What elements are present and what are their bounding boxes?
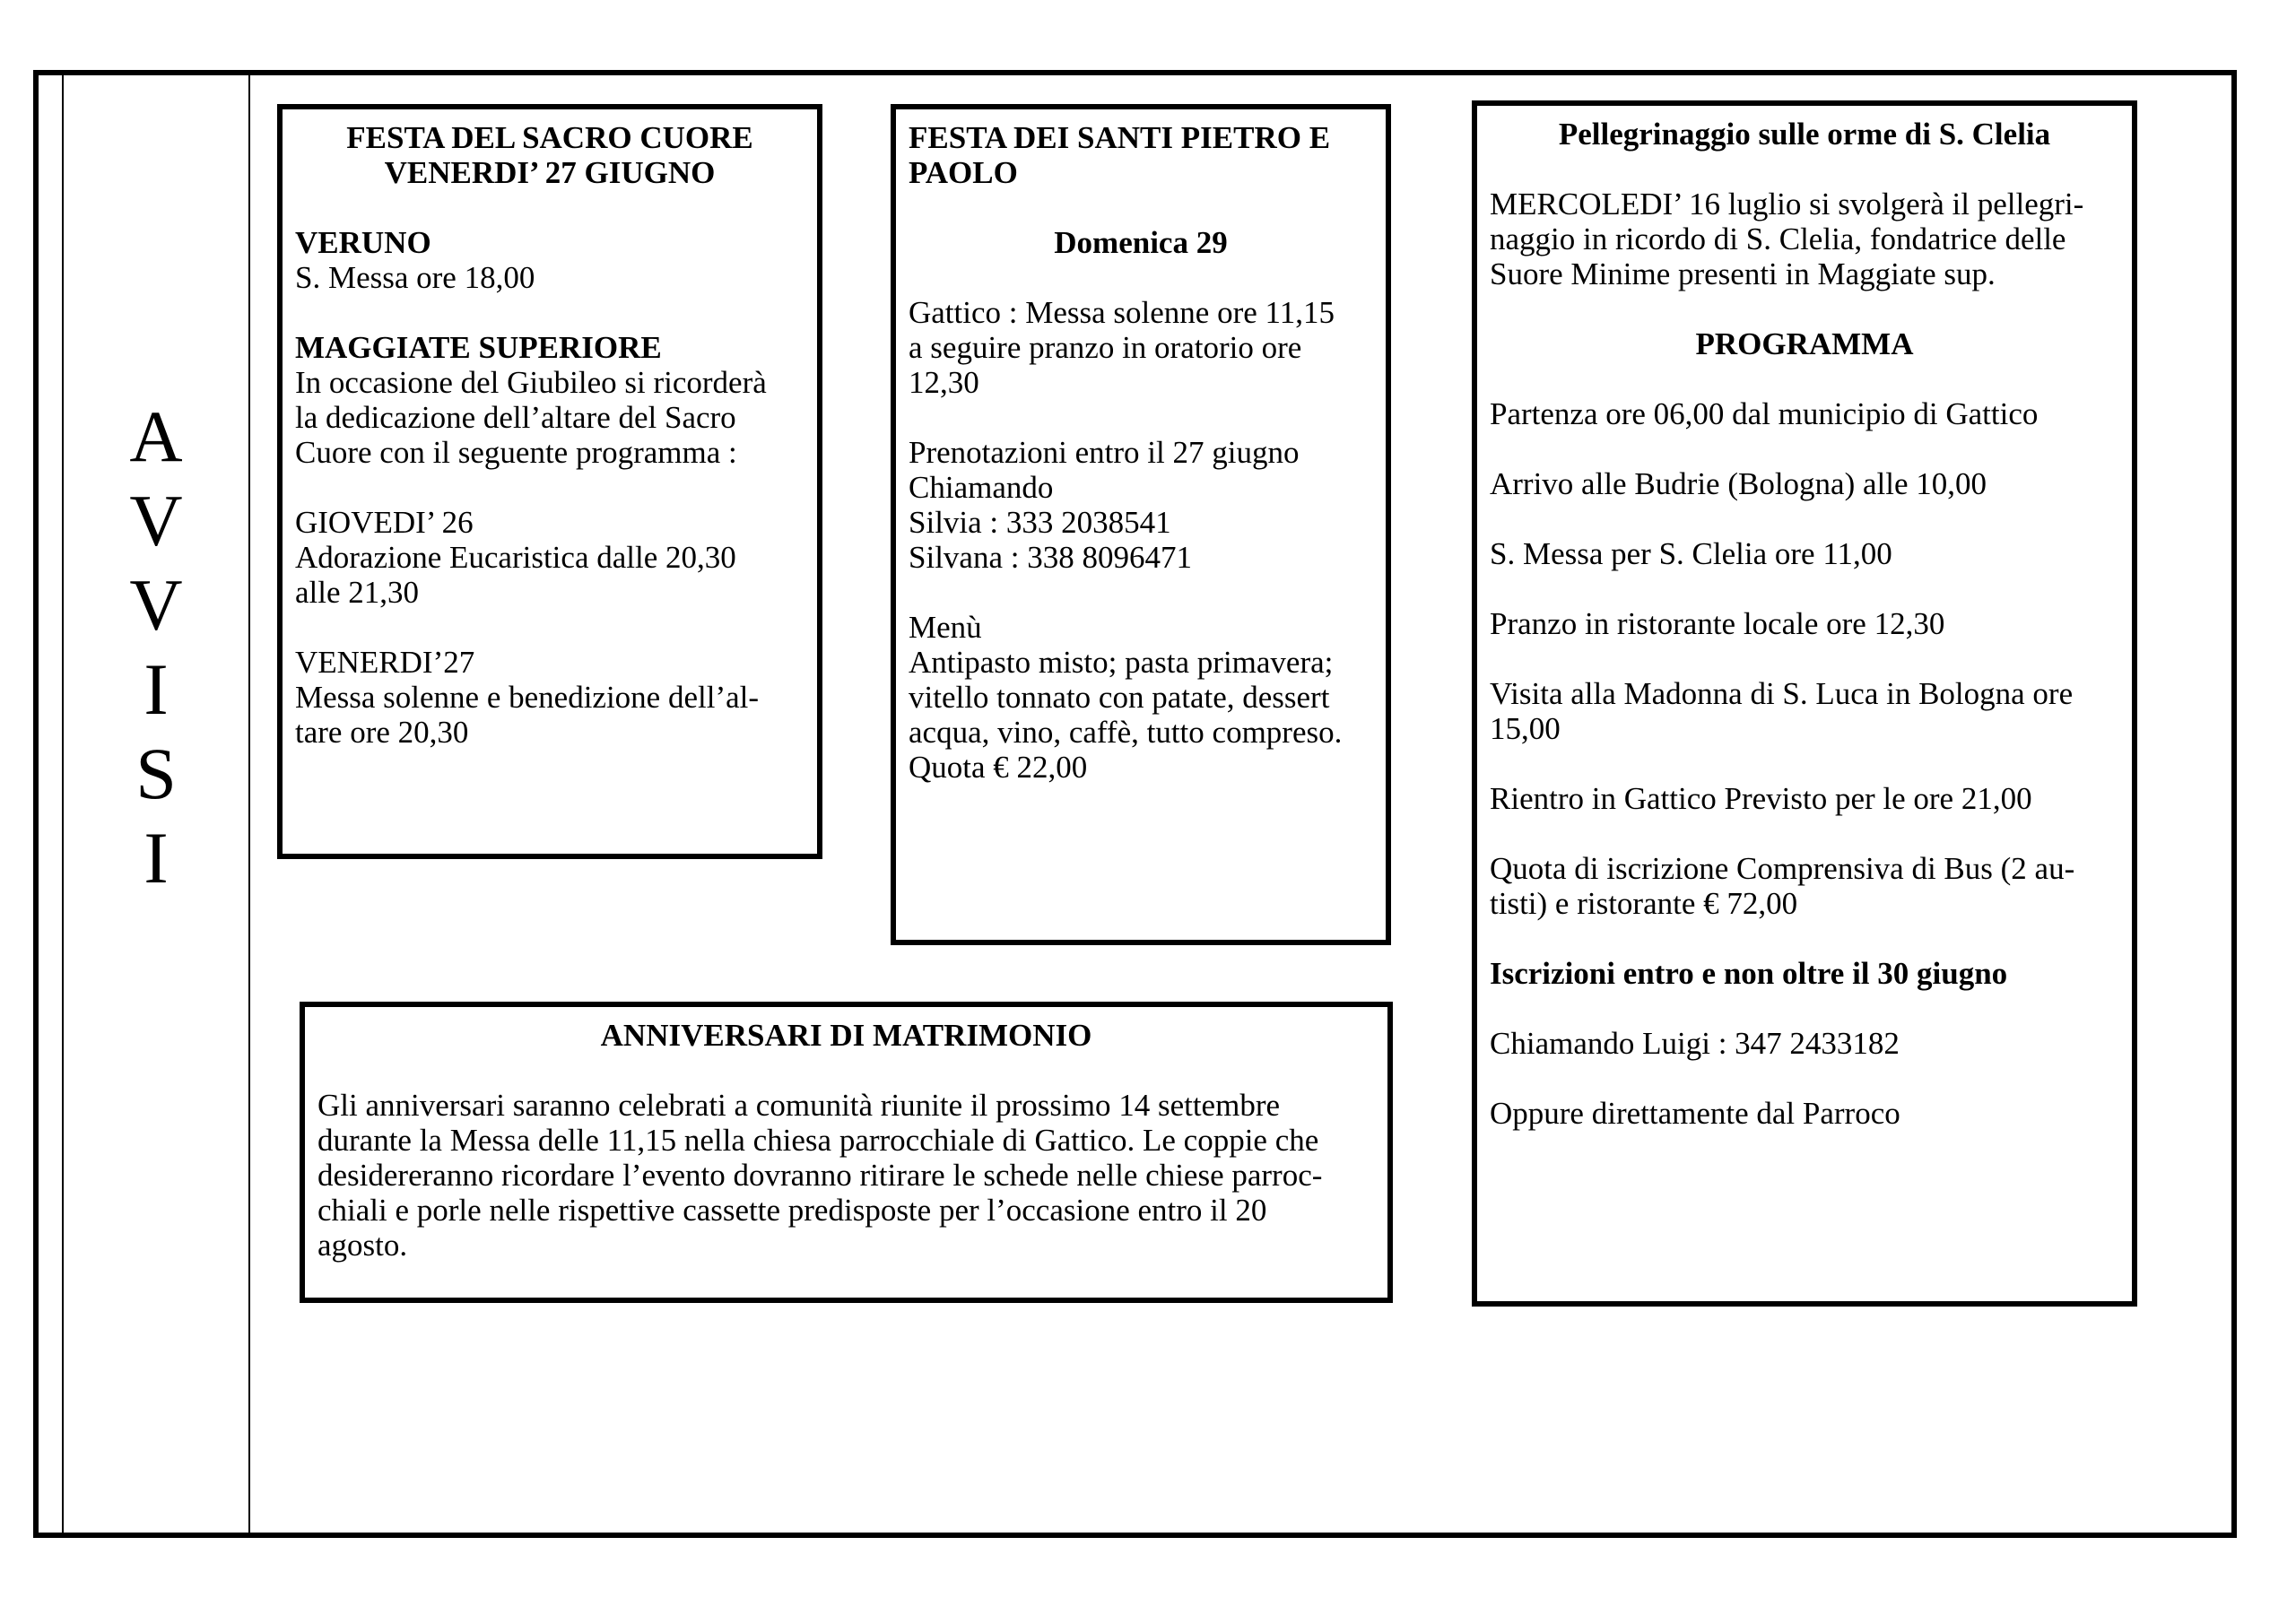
anniversari-line: Gli anniversari saranno celebrati a comunità riunite il prossimo 14 settembre bbox=[317, 1088, 1281, 1123]
giovedi-line: Adorazione Eucaristica dalle 20,30 bbox=[295, 540, 736, 575]
pellegrinaggio-intro-line: MERCOLEDI’ 16 luglio si svolgerà il pellegri- bbox=[1490, 187, 2084, 221]
anniversari-line: agosto. bbox=[317, 1228, 408, 1263]
sidebar-letter: V bbox=[129, 480, 183, 561]
pietro-paolo-title: PAOLO bbox=[909, 155, 1018, 190]
programma-item: Arrivo alle Budrie (Bologna) alle 10,00 bbox=[1490, 466, 1987, 501]
veruno-text: S. Messa ore 18,00 bbox=[295, 260, 535, 295]
sidebar-letter: A bbox=[129, 395, 183, 477]
prenotazioni-line: Prenotazioni entro il 27 giugno bbox=[909, 435, 1300, 470]
anniversari-line: desidereranno ricordare l’evento dovranno ritirare le schede nelle chiese parroc- bbox=[317, 1158, 1323, 1193]
phone-silvana: Silvana : 338 8096471 bbox=[909, 540, 1192, 575]
anniversari-notice bbox=[300, 1002, 1393, 1303]
programma-item: S. Messa per S. Clelia ore 11,00 bbox=[1490, 536, 1892, 571]
sidebar-title-avvisi bbox=[64, 395, 248, 900]
programma-heading: PROGRAMMA bbox=[1695, 326, 1914, 361]
menu-price: Quota € 22,00 bbox=[909, 750, 1088, 785]
programma-item: Rientro in Gattico Previsto per le ore 21,00 bbox=[1490, 781, 2032, 816]
pellegrinaggio-title: Pellegrinaggio sulle orme di S. Clelia bbox=[1558, 117, 2051, 152]
giovedi-heading: GIOVEDI’ 26 bbox=[295, 505, 474, 540]
pellegrinaggio-notice bbox=[1472, 100, 2137, 1307]
pietro-paolo-date: Domenica 29 bbox=[1054, 225, 1228, 260]
programma-item: tisti) e ristorante € 72,00 bbox=[1490, 886, 1798, 921]
contatto-parroco: Oppure direttamente dal Parroco bbox=[1490, 1096, 1900, 1131]
pellegrinaggio-intro-line: naggio in ricordo di S. Clelia, fondatrice delle bbox=[1490, 221, 2066, 256]
venerdi-line: Messa solenne e benedizione dell’al- bbox=[295, 680, 760, 715]
venerdi-line: tare ore 20,30 bbox=[295, 715, 469, 750]
sacro-cuore-date: VENERDI’ 27 GIUGNO bbox=[384, 155, 716, 190]
pietro-paolo-title: FESTA DEI SANTI PIETRO E bbox=[909, 120, 1331, 155]
anniversari-title: ANNIVERSARI DI MATRIMONIO bbox=[600, 1018, 1092, 1053]
maggiate-line: la dedicazione dell’altare del Sacro bbox=[295, 400, 736, 435]
pietro-paolo-notice bbox=[891, 104, 1391, 945]
programma-item: 15,00 bbox=[1490, 711, 1561, 746]
sidebar-letter: I bbox=[144, 648, 169, 730]
anniversari-line: chiali e porle nelle rispettive cassette predisposte per l’occasione entro il 20 bbox=[317, 1193, 1267, 1228]
maggiate-line: Cuore con il seguente programma : bbox=[295, 435, 737, 470]
sidebar-letter: V bbox=[129, 564, 183, 646]
veruno-heading: VERUNO bbox=[295, 225, 431, 260]
menu-line: Antipasto misto; pasta primavera; bbox=[909, 645, 1334, 680]
phone-silvia: Silvia : 333 2038541 bbox=[909, 505, 1171, 540]
sidebar-border-right bbox=[248, 75, 250, 1533]
prenotazioni-line: Chiamando bbox=[909, 470, 1054, 505]
gattico-line: Gattico : Messa solenne ore 11,15 bbox=[909, 295, 1335, 330]
pellegrinaggio-intro-line: Suore Minime presenti in Maggiate sup. bbox=[1490, 256, 1996, 291]
programma-item: Partenza ore 06,00 dal municipio di Gattico bbox=[1490, 396, 2039, 431]
gattico-line: a seguire pranzo in oratorio ore bbox=[909, 330, 1302, 365]
sidebar-letter: S bbox=[135, 733, 177, 814]
anniversari-line: durante la Messa delle 11,15 nella chiesa parrocchiale di Gattico. Le coppie che bbox=[317, 1123, 1319, 1158]
menu-line: vitello tonnato con patate, dessert bbox=[909, 680, 1330, 715]
menu-line: acqua, vino, caffè, tutto compreso. bbox=[909, 715, 1343, 750]
venerdi-heading: VENERDI’27 bbox=[295, 645, 475, 680]
sacro-cuore-title: FESTA DEL SACRO CUORE bbox=[346, 120, 753, 155]
iscrizioni-deadline: Iscrizioni entro e non oltre il 30 giugno bbox=[1490, 956, 2008, 991]
programma-item: Visita alla Madonna di S. Luca in Bologna ore bbox=[1490, 676, 2074, 711]
programma-item: Quota di iscrizione Comprensiva di Bus (2 au- bbox=[1490, 851, 2075, 886]
gattico-line: 12,30 bbox=[909, 365, 979, 400]
maggiate-heading: MAGGIATE SUPERIORE bbox=[295, 330, 662, 365]
menu-heading: Menù bbox=[909, 610, 982, 645]
sacro-cuore-notice bbox=[277, 104, 822, 859]
maggiate-line: In occasione del Giubileo si ricorderà bbox=[295, 365, 767, 400]
programma-item: Pranzo in ristorante locale ore 12,30 bbox=[1490, 606, 1945, 641]
contatto-luigi: Chiamando Luigi : 347 2433182 bbox=[1490, 1026, 1900, 1061]
sidebar-letter: I bbox=[144, 817, 169, 899]
giovedi-line: alle 21,30 bbox=[295, 575, 420, 610]
